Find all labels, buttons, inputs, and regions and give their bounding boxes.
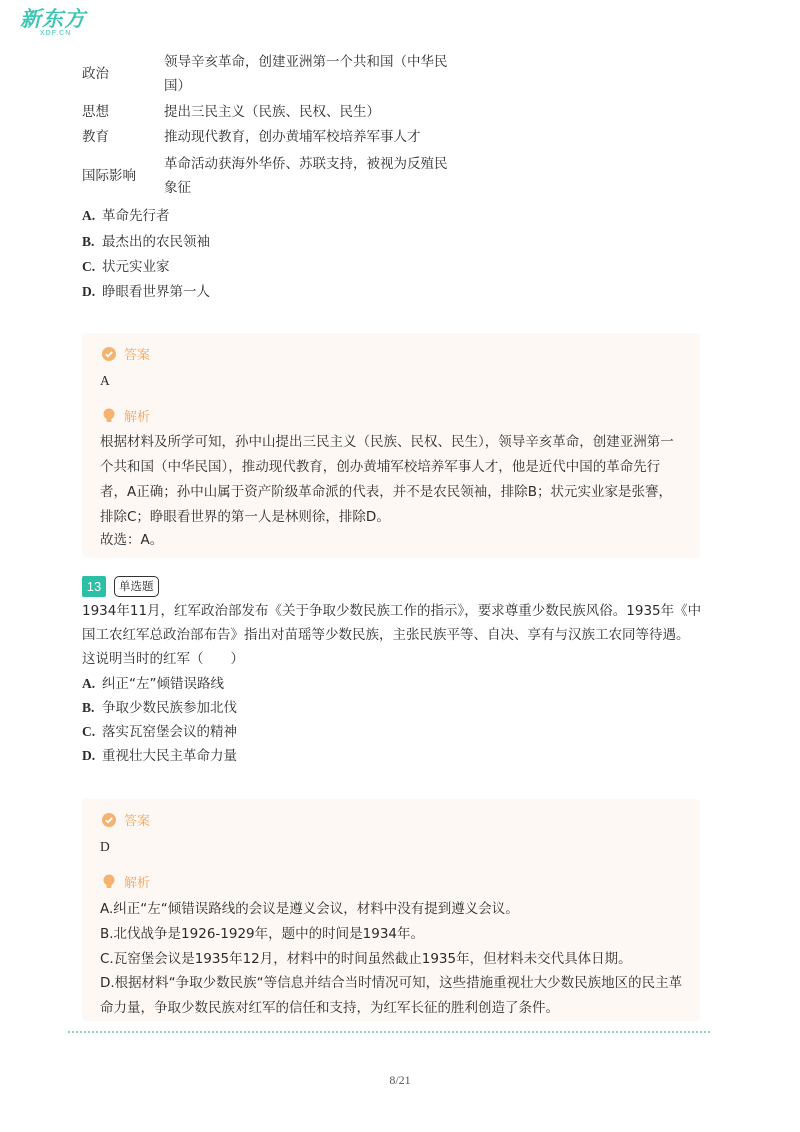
question-number: 13 xyxy=(82,576,106,597)
table-value: 革命活动获海外华侨、苏联支持，被视为反殖民象征 xyxy=(164,156,448,196)
table-row xyxy=(82,100,454,124)
analysis-line: C.瓦窑堡会议是1935年12月，材料中的时间虽然截止1935年，但材料未交代具体日期。 xyxy=(100,951,632,967)
option-letter: D. xyxy=(82,284,96,299)
option-b[interactable] xyxy=(82,230,210,254)
option-letter: D. xyxy=(82,748,96,763)
answer-analysis-box xyxy=(82,799,700,1021)
option-d[interactable] xyxy=(82,280,210,304)
option-letter: B. xyxy=(82,700,95,715)
option-c[interactable] xyxy=(82,720,237,744)
check-badge-icon xyxy=(102,813,116,827)
analysis-line: B.北伐战争是1926-1929年，题中的时间是1934年。 xyxy=(100,926,424,942)
table-label: 国际影响 xyxy=(82,168,136,184)
option-letter: A. xyxy=(82,676,96,691)
option-letter: C. xyxy=(82,724,96,739)
table-value: 领导辛亥革命，创建亚洲第一个共和国（中华民国） xyxy=(164,54,448,94)
table-value: 推动现代教育，创办黄埔军校培养军事人才 xyxy=(164,129,421,145)
option-d[interactable] xyxy=(82,744,237,768)
analysis-conclusion: 故选：A。 xyxy=(100,532,164,548)
answer-heading xyxy=(102,810,150,829)
answer-heading xyxy=(102,344,150,363)
option-letter: B. xyxy=(82,234,95,249)
option-text: 纠正“左”倾错误路线 xyxy=(102,676,224,692)
option-a[interactable] xyxy=(82,204,170,228)
option-text: 重视壮大民主革命力量 xyxy=(102,748,237,764)
option-letter: C. xyxy=(82,259,96,274)
analysis-line: D.根据材料“争取少数民族“等信息并结合当时情况可知，这些措施重视壮大少数民族地区的民主革命力量，争取少数民族对红军的信任和支持，为红军长征的胜利创造了条件。 xyxy=(100,975,683,1016)
logo-text: 新东方 xyxy=(20,7,86,31)
question-type-badge: 单选题 xyxy=(114,576,159,597)
xdf-logo xyxy=(20,8,86,38)
option-text: 革命先行者 xyxy=(102,208,170,224)
table-label: 教育 xyxy=(82,129,109,145)
lightbulb-icon xyxy=(102,874,116,890)
analysis-label: 解析 xyxy=(124,876,151,891)
check-badge-icon xyxy=(102,347,116,361)
answer-label: 答案 xyxy=(124,348,151,363)
option-a[interactable] xyxy=(82,672,224,696)
option-text: 睁眼看世界第一人 xyxy=(102,284,210,300)
option-letter: A. xyxy=(82,208,96,223)
question-stem: 1934年11月，红军政治部发布《关于争取少数民族工作的指示》，要求尊重少数民族风俗。1935年《中国工农红军总政治部布告》指出对苗瑶等少数民族，主张民族平等、自决、享有与汉族工农同等待遇。这说明当时的红军（ ） xyxy=(82,603,702,667)
lightbulb-icon xyxy=(102,408,116,424)
table-value: 提出三民主义（民族、民权、民生） xyxy=(164,104,380,120)
analysis-text: 根据材料及所学可知，孙中山提出三民主义（民族、民权、民生），领导辛亥革命，创建亚洲第一个共和国（中华民国），推动现代教育，创办黄埔军校培养军事人才，他是近代中国的革命先行者，A正确；孙中山属于资产阶级革命派的代表，并不是农民领袖，排除B；状元实业家是张謇，排除C；睁眼看世界的第一人是林则徐，排除D。 xyxy=(100,434,674,525)
dotted-divider xyxy=(68,1031,710,1033)
analysis-heading xyxy=(102,406,150,425)
analysis-label: 解析 xyxy=(124,410,151,425)
answer-label: 答案 xyxy=(124,814,151,829)
option-c[interactable] xyxy=(82,255,170,279)
analysis-heading xyxy=(102,872,150,891)
analysis-line: A.纠正“左“倾错误路线的会议是遵义会议，材料中没有提到遵义会议。 xyxy=(100,901,519,917)
table-row xyxy=(82,50,454,98)
table-label: 思想 xyxy=(82,104,109,120)
table-row xyxy=(82,125,454,149)
table-row xyxy=(82,152,454,200)
answer-value: A xyxy=(100,373,110,388)
logo-domain: XDF.CN xyxy=(40,30,72,37)
page-number: 8/21 xyxy=(389,1073,411,1087)
option-text: 落实瓦窑堡会议的精神 xyxy=(102,724,237,740)
option-b[interactable] xyxy=(82,696,237,720)
table-label: 政治 xyxy=(82,66,109,82)
option-text: 最杰出的农民领袖 xyxy=(102,234,210,250)
answer-analysis-box xyxy=(82,333,700,558)
option-text: 争取少数民族参加北伐 xyxy=(102,700,237,716)
option-text: 状元实业家 xyxy=(102,259,170,275)
answer-value: D xyxy=(100,839,110,854)
